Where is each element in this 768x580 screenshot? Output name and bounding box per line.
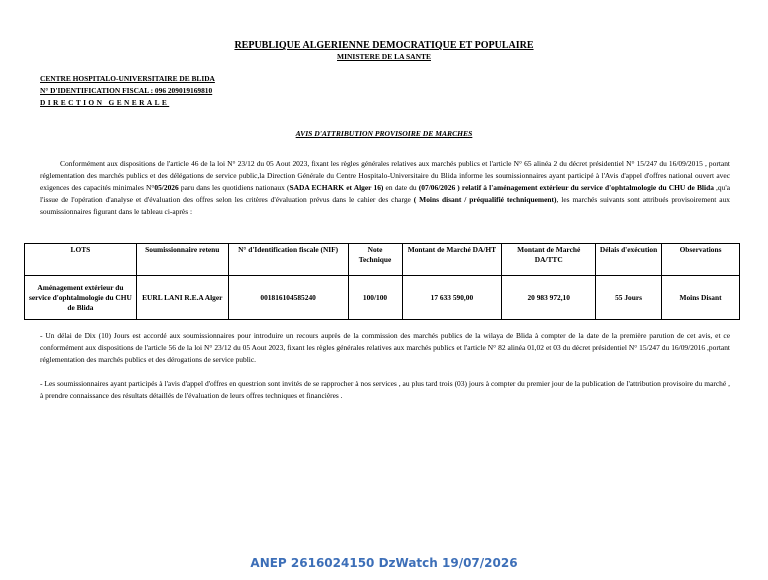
- col-header-lots: LOTS: [25, 244, 137, 276]
- col-header-technical-score: Note Technique: [348, 244, 402, 276]
- intro-bold-3: (07/06/2026 ) relatif à l'aménagement extérieur du service d'ophtalmologie du CHU de Blida: [418, 183, 714, 192]
- intro-bold-4: ( Moins disant / préqualifié techniquement): [413, 195, 557, 204]
- publication-footer: ANEP 2616024150 DzWatch 19/07/2026: [250, 556, 518, 570]
- cell-nif: 001816104585240: [228, 276, 348, 320]
- organization-direction: DIRECTION GENERALE: [40, 98, 170, 107]
- attribution-table: [24, 243, 740, 320]
- appeal-paragraph: - Un délai de Dix (10) Jours est accordé aux soumissionnaires pour introduire un recours auprès de la commission des marchés publics de la wilaya de Blida à compter de la date de la première parution de cet avis, et ce conformément aux dispositions de l'article 56 de la loi N° 23/12 du 05 Aout 2023, fixant les règles générales relatives aux marchés publics et l'article N° 82 alinéa 01,02 et 03 du décret présidentiel N° 15/247 du 16/09/2016 ,portant réglementation des marchés publics et des dérogations de service public.: [40, 331, 730, 364]
- intro-text-2: paru dans les quotidiens nationaux (: [178, 183, 290, 192]
- cell-amount-ttc: 20 983 972,10: [502, 276, 596, 320]
- intro-text-1: Conformément aux dispositions de l'article 46 de la loi N° 23/12 du 05 Aout 2023, fixant les règles générales relatives aux marchés publics et l'article N° 65 alinéa 2 du décret présidentiel N° 15/247 du 16/09/2015 , portant réglementation des marchés publics et des délégations de service public,la Direction Générale du Centre Hospitalo-Universitaire du Blida informe les soumissionnaires ayant participé à l'Avis d'appel d'offres national ouvert avec exigences des capacités minimales N°: [40, 159, 730, 192]
- organization-name: CENTRE HOSPITALO-UNIVERSITAIRE DE BLIDA: [40, 74, 215, 83]
- ministry-heading: MINISTERE DE LA SANTE: [337, 52, 431, 61]
- cell-amount-ht: 17 633 590,00: [402, 276, 502, 320]
- table-row: [25, 276, 740, 320]
- organization-nif: N° D'IDENTIFICATION FISCAL : 096 209019169810: [40, 86, 213, 95]
- col-header-amount-ht: Montant de Marché DA/HT: [402, 244, 502, 276]
- intro-bold-2: SADA ECHARK et Alger 16): [289, 183, 384, 192]
- cell-deadline: 55 Jours: [596, 276, 662, 320]
- col-header-amount-ttc: Montant de Marché DA/TTC: [502, 244, 596, 276]
- cell-lot: Aménagement extérieur du service d'ophtalmologie du CHU de Blida: [25, 276, 137, 320]
- col-header-observations: Observations: [662, 244, 740, 276]
- col-header-bidder: Soumissionnaire retenu: [136, 244, 228, 276]
- col-header-deadline: Délais d'exécution: [596, 244, 662, 276]
- cell-bidder: EURL LANI R.E.A Alger: [136, 276, 228, 320]
- cell-observations: Moins Disant: [662, 276, 740, 320]
- intro-bold-1: 05/2026: [154, 183, 179, 192]
- intro-text-3: en date du: [383, 183, 419, 192]
- table-header-row: [25, 244, 740, 276]
- cell-technical-score: 100/100: [348, 276, 402, 320]
- col-header-nif: N° d'Identification fiscale (NIF): [228, 244, 348, 276]
- republic-heading: REPUBLIQUE ALGERIENNE DEMOCRATIQUE ET POPULAIRE: [234, 40, 534, 51]
- results-paragraph: - Les soumissionnaires ayant participés à l'avis d'appel d'offres en questrion sont invités de se rapprocher à nos services , au plus tard trois (03) jours à compter du premier jour de la publication de l'attribution provisoire du marché , à prendre connaissance des résultats détaillés de l'évaluation de leurs offres techniques et financières .: [40, 379, 730, 400]
- intro-paragraph: [40, 158, 730, 218]
- intro-text-5: , les marchés suivants sont attribués provisoirement aux soumissionnaires figurant dans le tableau ci-après :: [40, 195, 731, 216]
- intro-text-4: ,qu'a l'issue de l'opération d'analyse et d'évaluation des offres selon les critères d'évaluation prévus dans le cahier des charge: [40, 183, 730, 204]
- notice-title: AVIS D'ATTRIBUTION PROVISOIRE DE MARCHES: [295, 129, 473, 138]
